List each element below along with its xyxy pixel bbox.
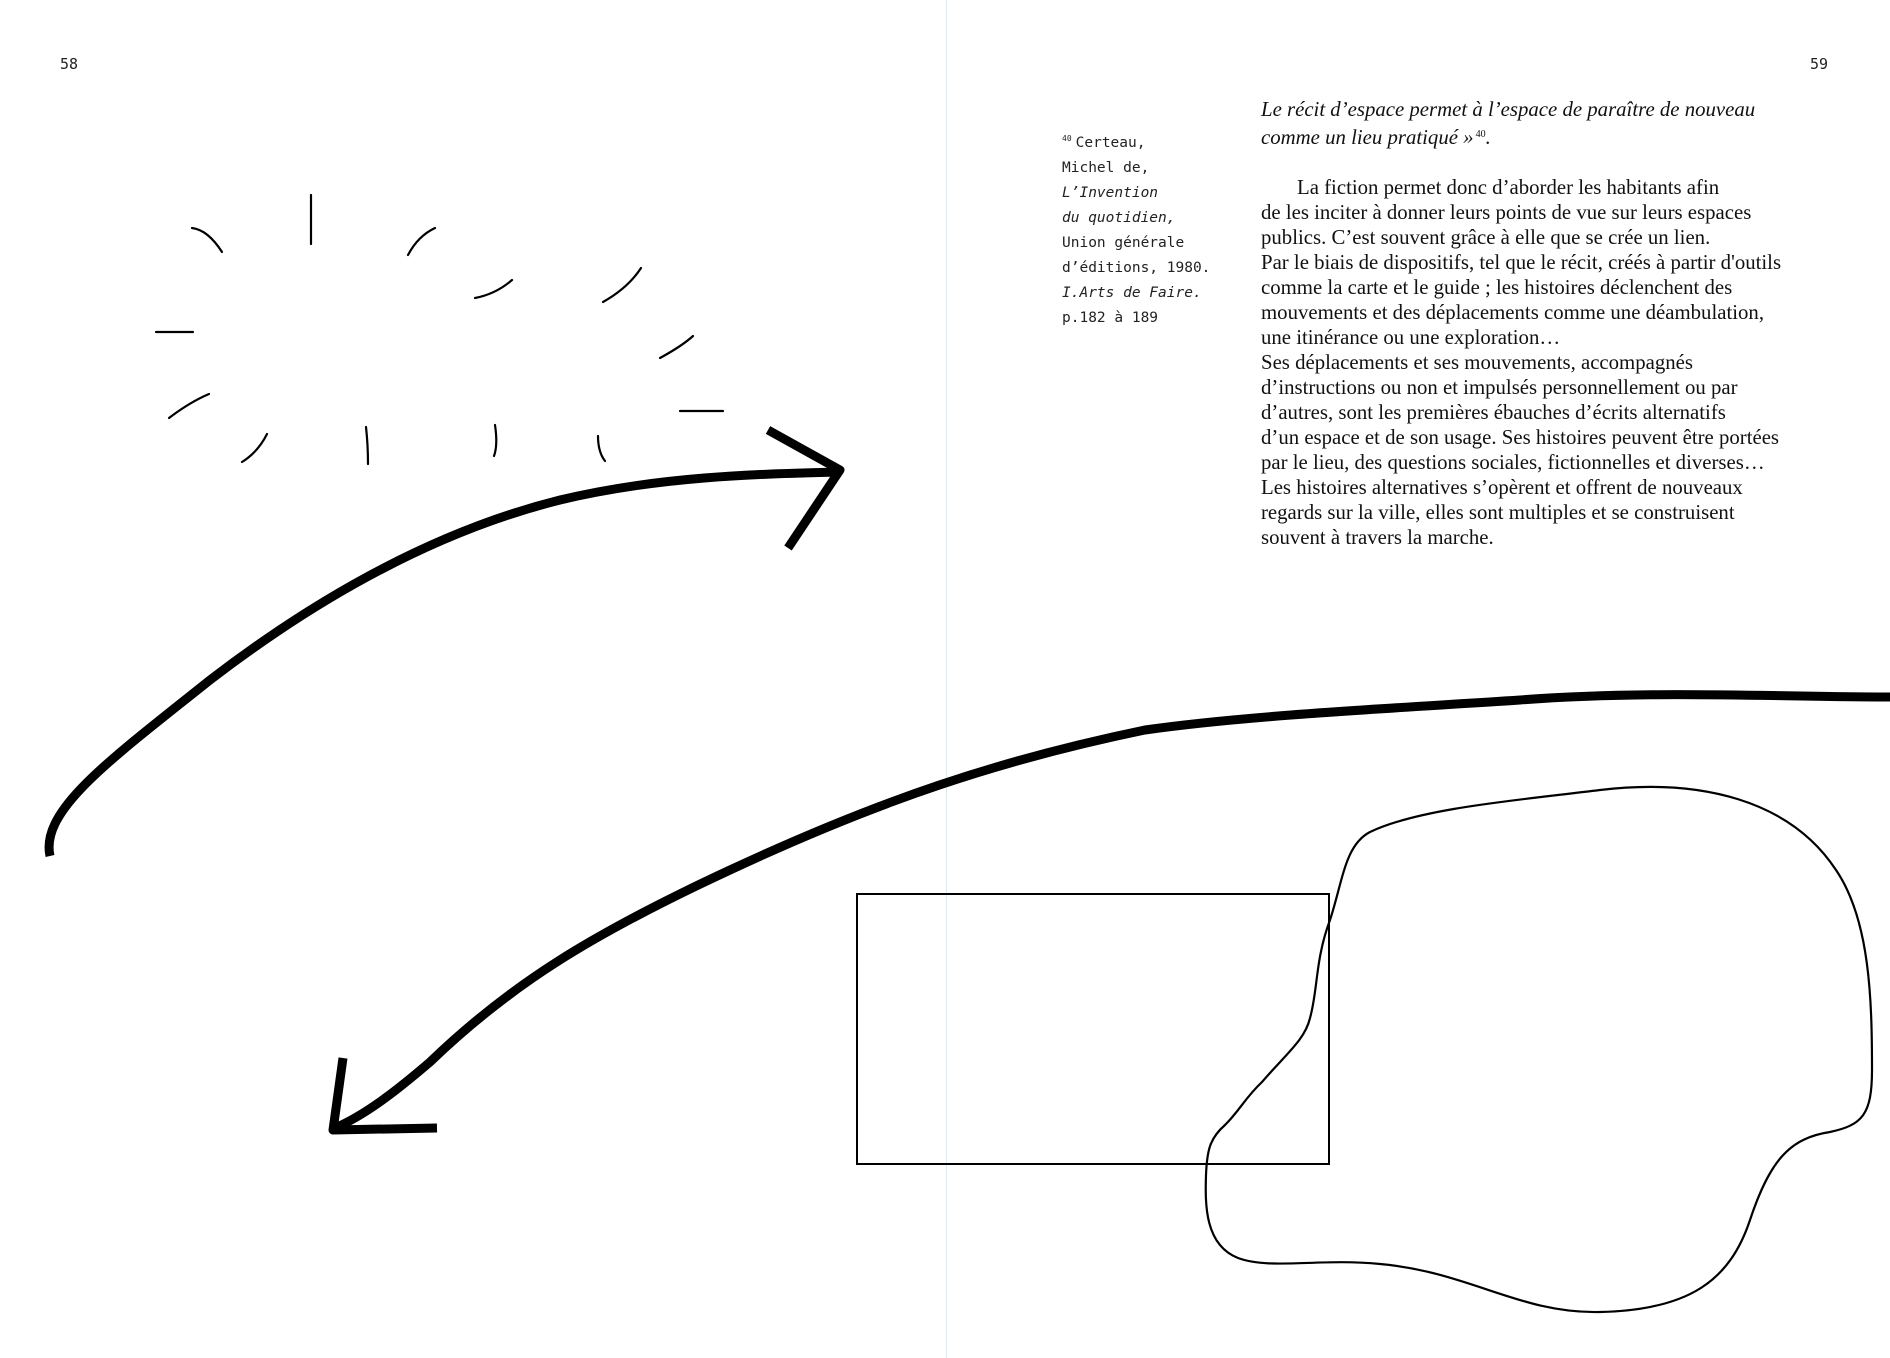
- dash: [494, 425, 496, 456]
- dash: [603, 268, 641, 302]
- footnote-line: d’éditions, 1980.: [1062, 260, 1211, 276]
- footnote-line: Union générale: [1062, 235, 1185, 251]
- footnote-line: I.Arts de Faire.: [1062, 285, 1202, 301]
- paragraph-line: mouvements et des déplacements comme une déambulation,: [1261, 301, 1765, 324]
- body-text: [1261, 97, 1861, 550]
- footnote: [1062, 126, 1252, 331]
- paragraph-line: par le lieu, des questions sociales, fictionnelles et diverses…: [1261, 451, 1765, 474]
- quote-line: Le récit d’espace permet à l’espace de paraître de nouveau: [1261, 98, 1756, 121]
- footnote-line: p.182 à 189: [1062, 310, 1159, 326]
- dash: [192, 228, 222, 252]
- paragraph-line: souvent à travers la marche.: [1261, 526, 1494, 549]
- page-number-left: 58: [60, 55, 79, 73]
- dash: [660, 336, 693, 358]
- curved-arrow-left: [333, 695, 1890, 1130]
- paragraph-line: d’un espace et de son usage. Ses histoires peuvent être portées: [1261, 426, 1780, 449]
- footnote-line: Michel de,: [1062, 160, 1150, 176]
- dash: [475, 280, 512, 298]
- blob-outline: [1206, 787, 1872, 1312]
- paragraph-line: de les inciter à donner leurs points de vue sur leurs espaces: [1261, 201, 1752, 224]
- arrow-shaft: [49, 472, 840, 856]
- footnote-reference: 40: [1475, 129, 1486, 140]
- arrow-head: [768, 430, 840, 548]
- paragraph-line: une itinérance ou une exploration…: [1261, 326, 1561, 349]
- paragraph-line: Par le biais de dispositifs, tel que le récit, créés à partir d'outils: [1261, 251, 1782, 274]
- curved-arrow-right: [49, 430, 840, 856]
- paragraph-line: d’instructions ou non et impulsés personnellement ou par: [1261, 376, 1738, 399]
- dash: [242, 434, 267, 462]
- paragraph-line: d’autres, sont les premières ébauches d’écrits alternatifs: [1261, 401, 1726, 424]
- paragraph-line: regards sur la ville, elles sont multiples et se construisent: [1261, 501, 1735, 524]
- paragraph-line: Les histoires alternatives s’opèrent et offrent de nouveaux: [1261, 476, 1743, 499]
- rectangle-outline: [857, 894, 1329, 1164]
- paragraph-gap: [1261, 150, 1861, 175]
- quote-line: comme un lieu pratiqué » $^{40}$.: [1261, 126, 1491, 149]
- page-number-right: 59: [1809, 55, 1828, 73]
- radiating-dashes: [156, 195, 723, 464]
- paragraph-line: Ses déplacements et ses mouvements, accompagnés: [1261, 351, 1693, 374]
- dash: [408, 228, 435, 255]
- dash: [366, 427, 368, 464]
- footnote-line: $^{40}$ Certeau,: [1062, 134, 1146, 151]
- paragraph-line: publics. C’est souvent grâce à elle que se crée un lien.: [1261, 226, 1711, 249]
- footnote-line: du quotidien,: [1062, 210, 1176, 226]
- paragraph-line: La fiction permet donc d’aborder les habitants afin: [1297, 176, 1720, 199]
- footnote-line: L’Invention: [1062, 185, 1159, 201]
- arrow-shaft: [335, 695, 1890, 1128]
- dash: [598, 436, 605, 461]
- footnote-marker: 40: [1062, 134, 1072, 143]
- dash: [169, 394, 209, 418]
- paragraph-line: comme la carte et le guide ; les histoires déclenchent des: [1261, 276, 1733, 299]
